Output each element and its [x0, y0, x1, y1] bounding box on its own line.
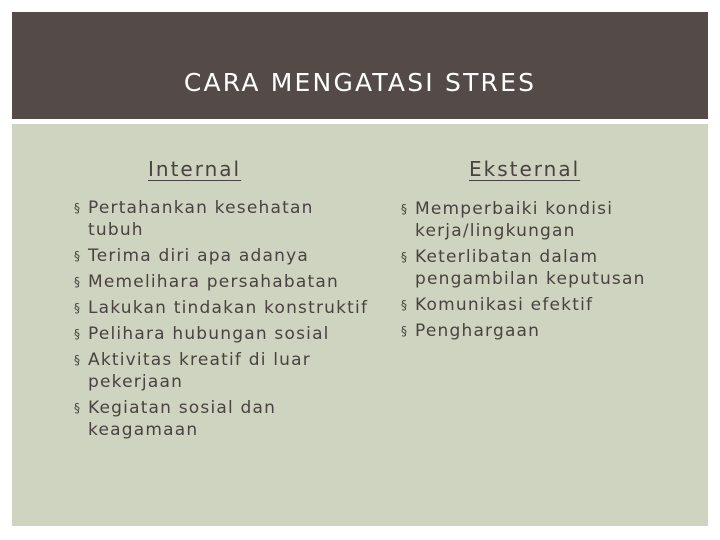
internal-list [74, 197, 374, 445]
eksternal-heading: Eksternal [469, 157, 581, 181]
title-bar [12, 12, 708, 119]
list-item-text: Terima diri apa adanya [88, 246, 309, 266]
list-item [74, 349, 374, 393]
list-item-text: Lakukan tindakan konstruktif [88, 298, 369, 318]
list-item [74, 245, 374, 267]
list-item [74, 323, 374, 345]
list-item-text: Pertahankan kesehatan tubuh [88, 198, 314, 240]
list-item [401, 294, 701, 316]
list-item [74, 397, 374, 441]
square-bullet-icon: § [74, 249, 82, 263]
list-item-text: Keterlibatan dalam pengambilan keputusan [415, 247, 646, 289]
list-item-text: Memelihara persahabatan [88, 272, 339, 292]
square-bullet-icon: § [74, 201, 82, 215]
list-item-text: Komunikasi efektif [415, 295, 594, 315]
list-item [401, 246, 701, 290]
list-item [74, 271, 374, 293]
square-bullet-icon: § [74, 353, 82, 367]
list-item-text: Penghargaan [415, 321, 541, 341]
square-bullet-icon: § [401, 250, 409, 264]
square-bullet-icon: § [401, 324, 409, 338]
list-item-text: Memperbaiki kondisi kerja/lingkungan [415, 199, 614, 241]
square-bullet-icon: § [74, 275, 82, 289]
square-bullet-icon: § [74, 327, 82, 341]
list-item [74, 297, 374, 319]
list-item [401, 320, 701, 342]
list-item-text: Aktivitas kreatif di luar pekerjaan [88, 350, 311, 392]
square-bullet-icon: § [74, 401, 82, 415]
eksternal-list [401, 198, 701, 346]
slide-title: CARA MENGATASI STRES [183, 68, 537, 97]
square-bullet-icon: § [401, 298, 409, 312]
list-item-text: Kegiatan sosial dan keagamaan [88, 398, 277, 440]
list-item [401, 198, 701, 242]
list-item-text: Pelihara hubungan sosial [88, 324, 330, 344]
square-bullet-icon: § [401, 202, 409, 216]
list-item [74, 197, 374, 241]
internal-heading: Internal [148, 157, 242, 181]
square-bullet-icon: § [74, 301, 82, 315]
